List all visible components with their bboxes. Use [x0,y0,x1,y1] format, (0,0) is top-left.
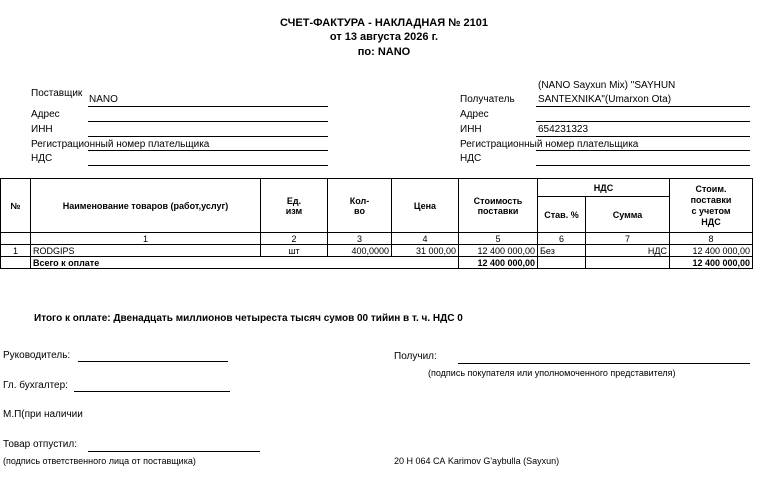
col-number: 6 [538,233,586,245]
supplier-value: NANO [89,94,118,105]
total-label: Всего к оплате [31,257,459,269]
row-cost: 12 400 000,00 [459,245,538,257]
row-vat-rate: Без [538,245,586,257]
total-with-vat: 12 400 000,00 [670,257,753,269]
row-unit: шт [261,245,328,257]
row-num: 1 [1,245,31,257]
invoice-table [0,178,753,269]
received-note: (подпись покупателя или уполномоченного представителя) [428,368,676,378]
proxy-text: 20 Н 064 СА Karimov G'aybulla (Sayxun) [394,456,560,466]
released-underline [88,451,260,452]
row-qty: 400,0000 [328,245,392,257]
received-label: Получил: [394,351,437,362]
recipient-reg-label: Регистрационный номер плательщика [460,139,639,150]
supplier-underline [88,106,328,107]
row-name: RODGIPS [31,245,261,257]
total-row [1,257,753,269]
header-vat-sum: Сумма [586,197,670,233]
table-row [1,245,753,257]
header-vat-rate: Став. % [538,197,586,233]
col-number: 3 [328,233,392,245]
accountant-underline [74,391,230,392]
supplier-vat-label: НДС [31,153,53,164]
header-qty-line1: Кол- [349,195,370,206]
col-number: 1 [31,233,261,245]
header-name: Наименование товаров (работ,услуг) [31,179,261,233]
invoice-date: от 13 августа 2026 г. [329,31,439,43]
header-price: Цена [392,179,459,233]
recipient-underline [536,106,750,107]
invoice-title: СЧЕТ-ФАКТУРА - НАКЛАДНАЯ № 2101 [280,17,488,29]
header-total-line2: поставки [690,194,732,205]
supplier-inn-underline [88,136,328,137]
invoice-basis: по: NANO [357,46,411,58]
header-vat: НДС [538,179,670,197]
recipient-inn-value: 654231323 [538,124,589,135]
amount-in-words: Итого к оплате: Двенадцать миллионов четыреста тысяч сумов 00 тийин в т. ч. НДС 0 [34,313,463,324]
recipient-vat-underline [536,165,750,166]
col-number: 8 [670,233,753,245]
recipient-inn-label: ИНН [460,124,482,135]
received-underline [458,363,750,364]
header-total-line4: НДС [701,216,721,227]
supplier-address-label: Адрес [31,109,60,120]
header-total-line3: с учетом [691,205,731,216]
recipient-reg-underline [536,150,750,151]
director-underline [78,361,228,362]
header-total-line1: Стоим. [695,183,727,194]
supplier-address-underline [88,121,328,122]
header-qty-line2: во [354,205,365,216]
header-qty [328,179,392,233]
supplier-vat-underline [88,165,328,166]
header-total [670,179,753,233]
col-number: 2 [261,233,328,245]
header-unit [261,179,328,233]
col-number [1,233,31,245]
supplier-reg-underline [88,150,328,151]
recipient-vat-label: НДС [460,153,482,164]
recipient-inn-underline [536,136,750,137]
recipient-address-underline [536,121,750,122]
row-total: 12 400 000,00 [670,245,753,257]
header-cost-line1: Стоимость [473,195,523,206]
supplier-reg-label: Регистрационный номер плательщика [31,139,210,150]
col-number: 5 [459,233,538,245]
recipient-address-label: Адрес [460,109,489,120]
supplier-label: Поставщик [31,88,83,99]
row-price: 31 000,00 [392,245,459,257]
header-cost-line2: поставки [477,205,519,216]
total-cost: 12 400 000,00 [459,257,538,269]
row-vat-sum: НДС [586,245,670,257]
director-label: Руководитель: [3,350,71,361]
header-cost [459,179,538,233]
released-note: (подпись ответственного лица от поставщика) [3,456,196,466]
recipient-value-line2: SANTEXNIKA"(Umarxon Ota) [538,94,672,105]
supplier-inn-label: ИНН [31,124,53,135]
header-unit-line1: Ед. [286,195,302,206]
col-number: 4 [392,233,459,245]
recipient-label: Получатель [460,94,515,105]
stamp-label: М.П(при наличии [3,409,83,420]
header-unit-line2: изм [285,205,303,216]
header-num: № [1,179,31,233]
col-number: 7 [586,233,670,245]
recipient-value-line1: (NANO Sayxun Mix) "SAYHUN [538,80,676,91]
accountant-label: Гл. бухгалтер: [3,380,68,391]
released-label: Товар отпустил: [3,439,77,450]
